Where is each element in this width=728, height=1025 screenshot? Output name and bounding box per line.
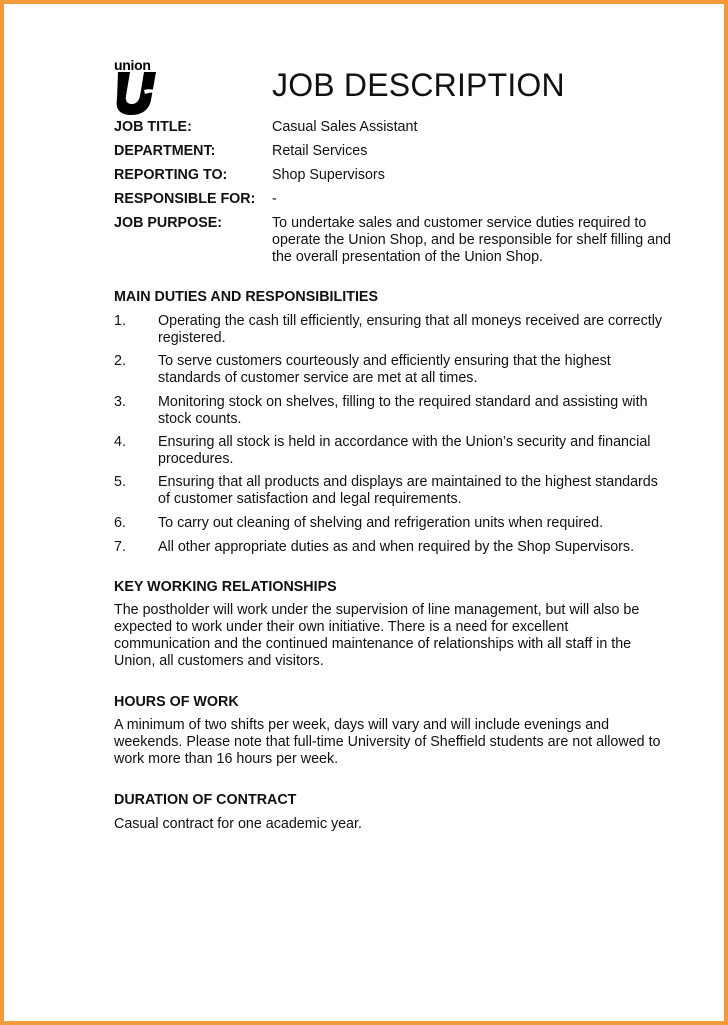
key-relationships-text: The postholder will work under the supervision of line management, but will also be expected to work under their own initiative. There is a need for excellent communication and the continued maintenance of relationships with all staff in the Union, all customers and visitors. (114, 602, 640, 669)
duty-text: Operating the cash till efficiently, ensuring that all moneys received are correctly registered. (158, 313, 663, 346)
job-title-label: JOB TITLE: (114, 119, 192, 135)
duty-number: 4. (114, 434, 126, 450)
duty-number: 3. (114, 394, 126, 410)
duty-text: Ensuring that all products and displays are maintained to the highest standards of customer satisfaction and legal requirements. (158, 474, 658, 507)
duration-heading: DURATION OF CONTRACT (114, 792, 297, 808)
reporting-to-label: REPORTING TO: (114, 167, 228, 183)
duty-number: 2. (114, 353, 126, 369)
duty-number: 6. (114, 515, 126, 531)
job-purpose-label: JOB PURPOSE: (114, 215, 223, 231)
document-title: JOB DESCRIPTION (272, 67, 565, 103)
duty-text: All other appropriate duties as and when required by the Shop Supervisors. (158, 539, 635, 555)
duty-number: 1. (114, 313, 126, 329)
hours-of-work-heading: HOURS OF WORK (114, 694, 239, 710)
duty-text: To serve customers courteously and efficiently ensuring that the highest standards of customer service are met at all times. (158, 353, 611, 386)
logo-wordmark: union (114, 57, 151, 73)
department-label: DEPARTMENT: (114, 143, 216, 159)
reporting-to-value: Shop Supervisors (272, 167, 385, 183)
responsible-for-label: RESPONSIBLE FOR: (114, 191, 256, 207)
job-purpose-value: To undertake sales and customer service duties required to operate the Union Shop, and be responsible for shelf filling and the overall presentation of the Union Shop. (272, 215, 671, 265)
duty-text: Monitoring stock on shelves, filling to the required standard and assisting with stock counts. (158, 394, 648, 427)
duty-text: Ensuring all stock is held in accordance with the Union’s security and financial procedures. (158, 434, 651, 467)
union-u-logo-icon (114, 70, 162, 116)
job-title-value: Casual Sales Assistant (272, 119, 418, 135)
duration-text: Casual contract for one academic year. (114, 816, 362, 832)
department-value: Retail Services (272, 143, 368, 159)
responsible-for-value: - (272, 191, 277, 207)
hours-of-work-text: A minimum of two shifts per week, days will vary and will include evenings and weekends. Please note that full-time University of Sheffield students are not allowed to work more than 16 hours per week. (114, 717, 661, 767)
duty-number: 7. (114, 539, 126, 555)
main-duties-heading: MAIN DUTIES AND RESPONSIBILITIES (114, 289, 378, 305)
union-logo (114, 58, 164, 116)
duty-number: 5. (114, 474, 126, 490)
key-relationships-heading: KEY WORKING RELATIONSHIPS (114, 579, 337, 595)
duty-text: To carry out cleaning of shelving and refrigeration units when required. (158, 515, 604, 531)
